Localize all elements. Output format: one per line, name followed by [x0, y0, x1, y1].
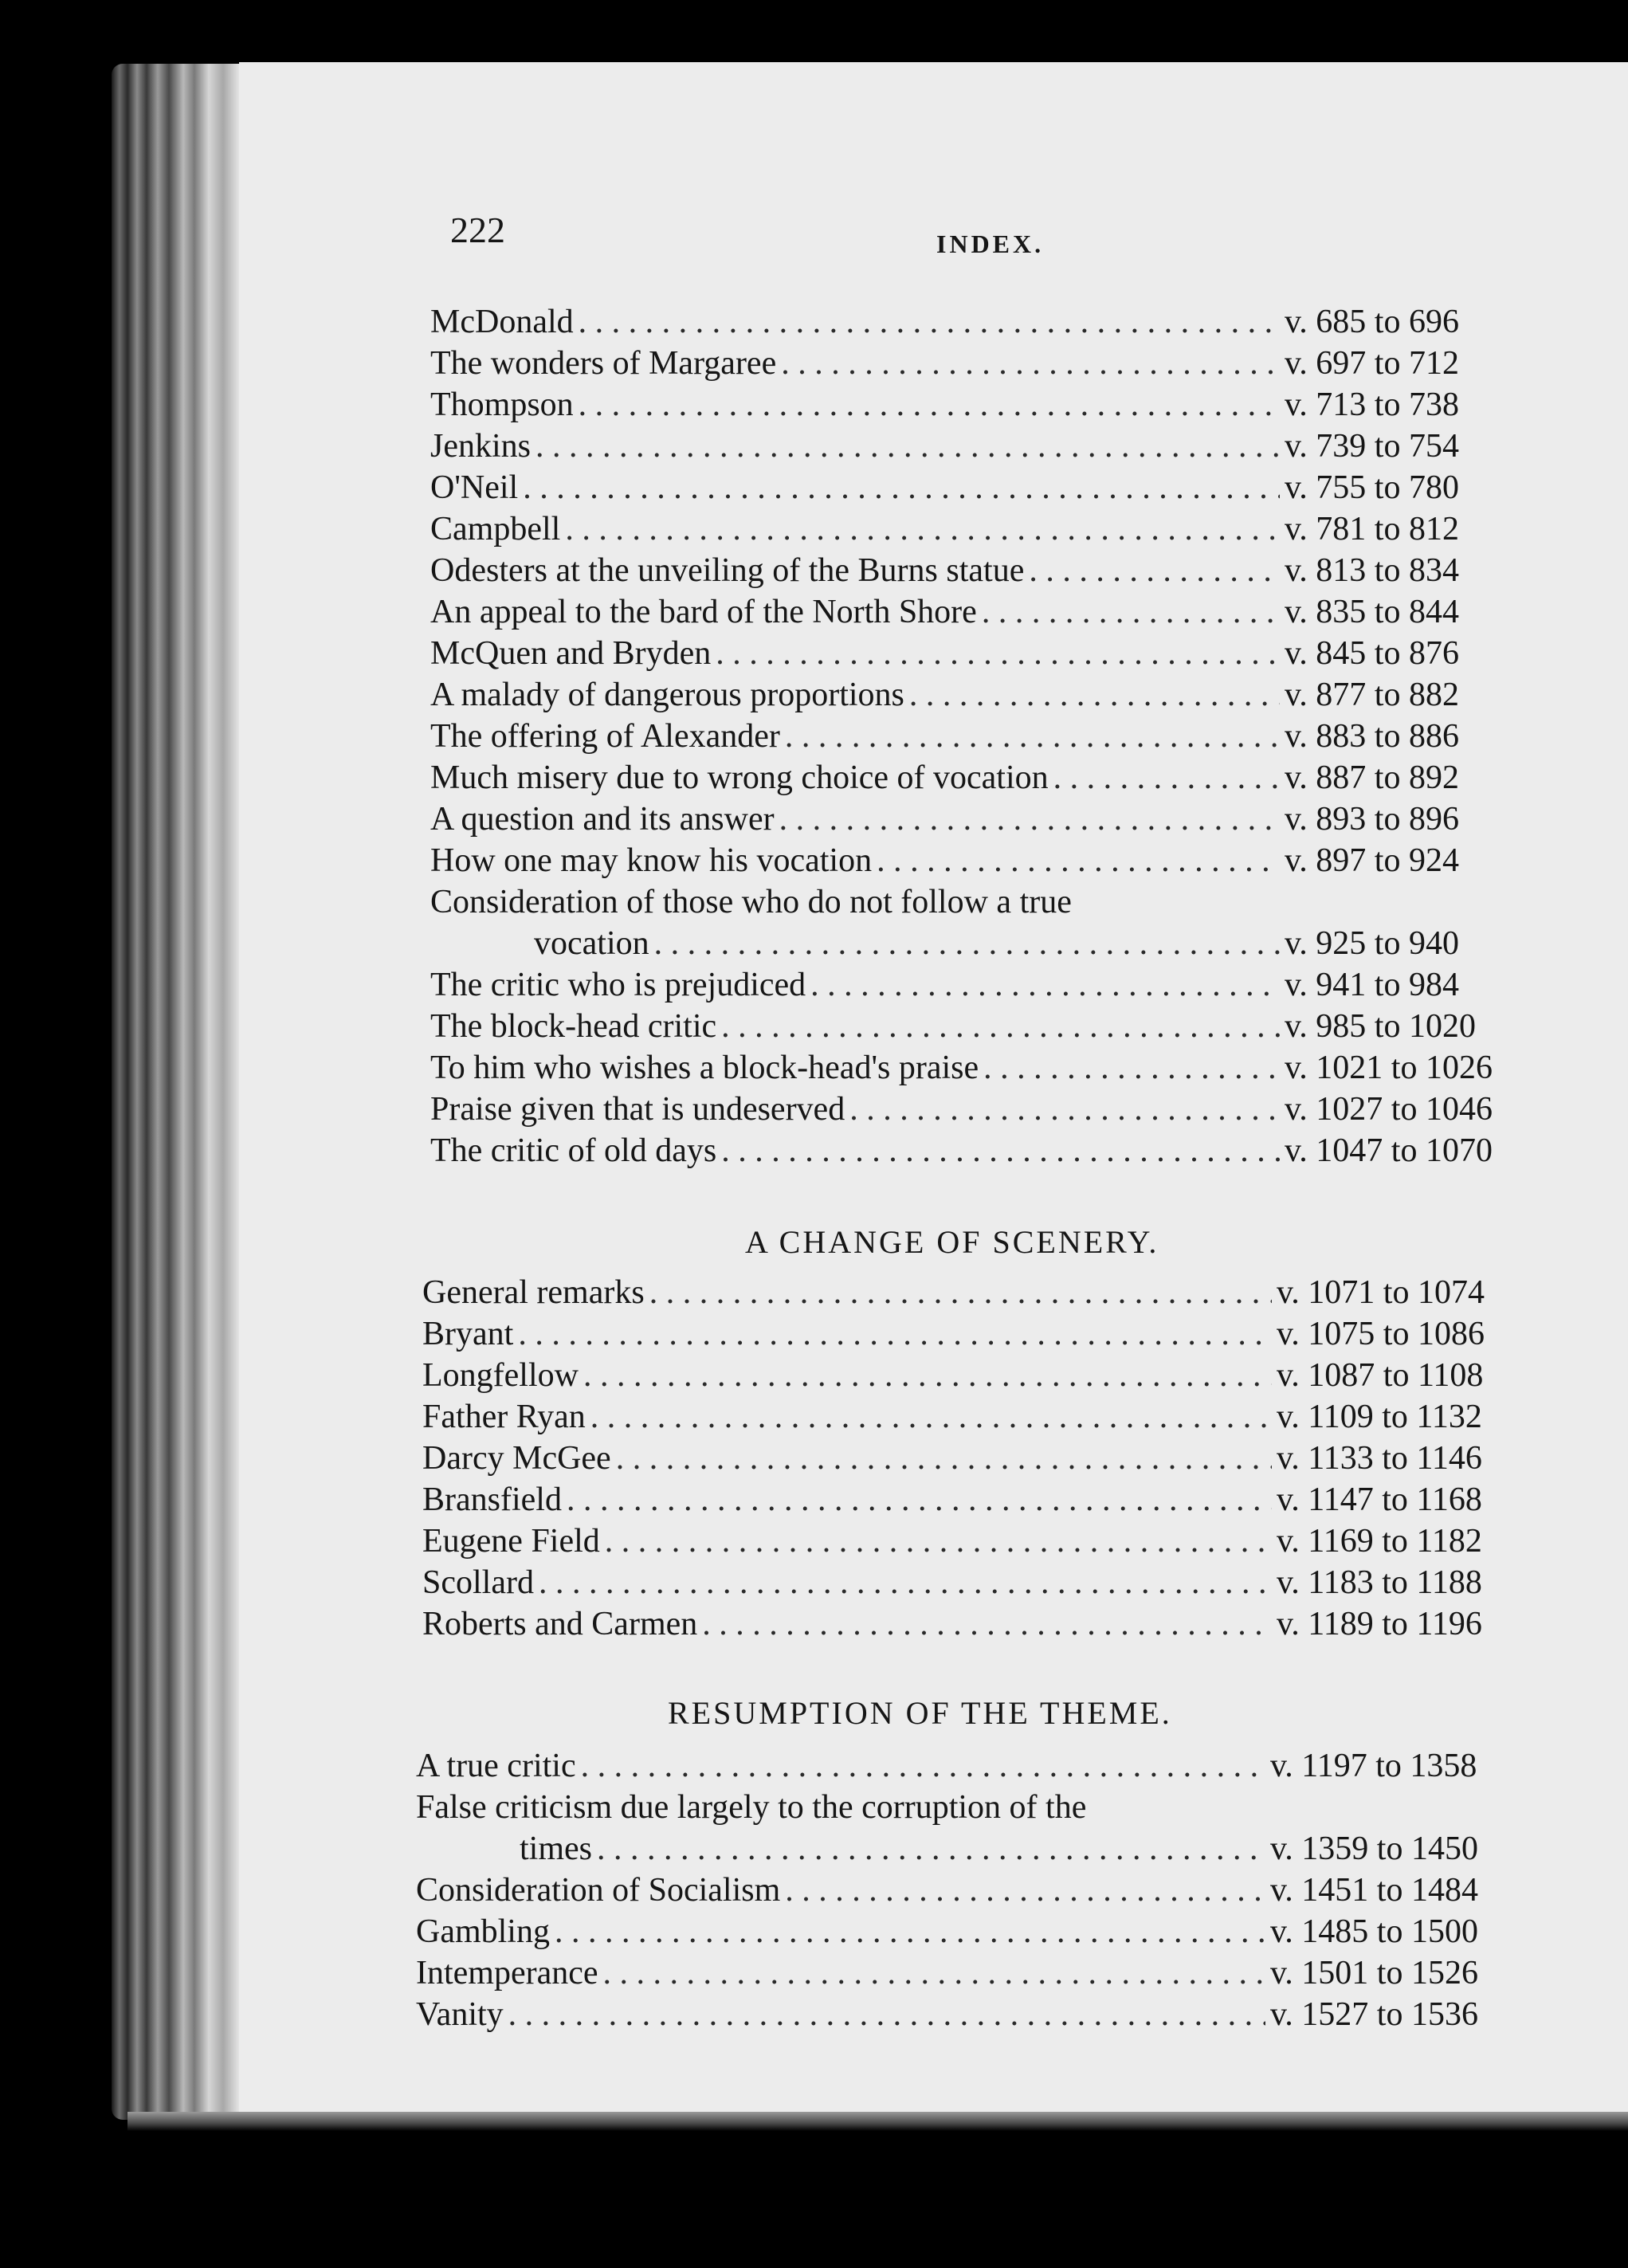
verse-range: v. 985 to 1020: [1285, 1008, 1476, 1045]
entry-title: Intemperance: [416, 1955, 598, 1991]
verse-range: v. 1183 to 1188: [1277, 1564, 1482, 1601]
entry-title: Bransfield: [422, 1481, 562, 1518]
entry-title: O'Neil: [430, 469, 519, 506]
verse-range: v. 739 to 754: [1285, 428, 1459, 465]
entry-title: False criticism due largely to the corruption of the: [416, 1789, 1087, 1826]
index-list-main: [430, 301, 1538, 1171]
index-entry-continuation: [416, 1828, 1524, 1870]
index-entry: [430, 1089, 1538, 1130]
index-entry: [430, 840, 1538, 881]
entry-title: Thompson: [430, 387, 574, 423]
entry-title: The offering of Alexander: [430, 718, 780, 755]
entry-title: The wonders of Margaree: [430, 345, 777, 382]
page-bottom-edge: [127, 2112, 1628, 2131]
entry-title: Consideration of Socialism: [416, 1872, 781, 1909]
index-entry: [422, 1272, 1530, 1313]
entry-title: Odesters at the unveiling of the Burns statue: [430, 552, 1025, 589]
index-entry: [422, 1479, 1530, 1521]
index-entry: [430, 799, 1538, 840]
dot-leader: [810, 964, 1280, 1006]
dot-leader: [779, 799, 1280, 840]
index-entry: [422, 1562, 1530, 1603]
dot-leader: [603, 1952, 1265, 1994]
index-entry: [422, 1438, 1530, 1479]
book-spine-edge: [112, 64, 259, 2120]
index-entry: [430, 550, 1538, 591]
dot-leader: [583, 1355, 1272, 1396]
index-entry: [422, 1603, 1530, 1645]
entry-title: Consideration of those who do not follow a true: [430, 884, 1072, 920]
dot-leader: [518, 1313, 1272, 1355]
index-entry: [430, 964, 1538, 1006]
entry-title: An appeal to the bard of the North Shore: [430, 594, 977, 630]
index-entry: [430, 674, 1538, 716]
index-entry: [430, 467, 1538, 508]
dot-leader: [702, 1603, 1272, 1645]
verse-range: v. 1087 to 1108: [1277, 1357, 1484, 1394]
entry-title: McQuen and Bryden: [430, 635, 712, 672]
entry-title: A true critic: [416, 1748, 576, 1784]
dot-leader: [535, 426, 1280, 467]
index-entry: [430, 1047, 1538, 1089]
index-entry-first-line: [430, 881, 1538, 923]
verse-range: v. 1527 to 1536: [1270, 1996, 1478, 2033]
entry-title: Vanity: [416, 1996, 504, 2033]
verse-range: v. 893 to 896: [1285, 801, 1459, 838]
entry-title: Gambling: [416, 1913, 550, 1950]
verse-range: v. 1021 to 1026: [1285, 1050, 1493, 1086]
verse-range: v. 1109 to 1132: [1277, 1399, 1482, 1435]
verse-range: v. 1485 to 1500: [1270, 1913, 1478, 1950]
page-number: 222: [450, 210, 505, 250]
dot-leader: [581, 1745, 1265, 1787]
index-entry-continuation: [430, 923, 1538, 964]
dot-leader: [909, 674, 1280, 716]
entry-title-continuation: times: [520, 1830, 592, 1867]
verse-range: v. 897 to 924: [1285, 842, 1459, 879]
dot-leader: [781, 343, 1280, 384]
index-entry: [416, 1994, 1524, 2035]
entry-title: Eugene Field: [422, 1523, 600, 1560]
verse-range: v. 877 to 882: [1285, 677, 1459, 713]
running-title: INDEX.: [936, 230, 1045, 258]
verse-range: v. 1169 to 1182: [1277, 1523, 1482, 1560]
dot-leader: [721, 1130, 1280, 1171]
dot-leader: [649, 1272, 1272, 1313]
dot-leader: [716, 633, 1280, 674]
dot-leader: [983, 1047, 1280, 1089]
index-entry: [416, 1870, 1524, 1911]
verse-range: v. 781 to 812: [1285, 511, 1459, 547]
entry-title-continuation: vocation: [534, 925, 649, 962]
verse-range: v. 1047 to 1070: [1285, 1132, 1493, 1169]
verse-range: v. 883 to 886: [1285, 718, 1459, 755]
dot-leader: [605, 1521, 1272, 1562]
dot-leader: [579, 384, 1280, 426]
index-entry: [422, 1396, 1530, 1438]
verse-range: v. 1071 to 1074: [1277, 1274, 1485, 1311]
verse-range: v. 1189 to 1196: [1277, 1606, 1482, 1642]
index-entry: [430, 1006, 1538, 1047]
index-entry: [430, 633, 1538, 674]
index-entry: [422, 1521, 1530, 1562]
entry-title: Darcy McGee: [422, 1440, 611, 1477]
index-list-change-of-scenery: [422, 1272, 1530, 1645]
verse-range: v. 1075 to 1086: [1277, 1316, 1485, 1352]
verse-range: v. 685 to 696: [1285, 304, 1459, 340]
entry-title: The critic who is prejudiced: [430, 967, 806, 1003]
verse-range: v. 1027 to 1046: [1285, 1091, 1493, 1128]
verse-range: v. 813 to 834: [1285, 552, 1459, 589]
entry-title: Much misery due to wrong choice of vocation: [430, 759, 1049, 796]
verse-range: v. 1359 to 1450: [1270, 1830, 1478, 1867]
dot-leader: [523, 467, 1280, 508]
section-heading-change-of-scenery: A CHANGE OF SCENERY.: [745, 1224, 1159, 1260]
dot-leader: [590, 1396, 1272, 1438]
entry-title: The critic of old days: [430, 1132, 717, 1169]
index-entry: [416, 1911, 1524, 1952]
dot-leader: [982, 591, 1280, 633]
entry-title: The block-head critic: [430, 1008, 717, 1045]
index-entry: [422, 1313, 1530, 1355]
index-entry: [416, 1952, 1524, 1994]
entry-title: Jenkins: [430, 428, 531, 465]
entry-title: Longfellow: [422, 1357, 579, 1394]
verse-range: v. 1133 to 1146: [1277, 1440, 1482, 1477]
verse-range: v. 1197 to 1358: [1270, 1748, 1477, 1784]
entry-title: General remarks: [422, 1274, 645, 1311]
entry-title: How one may know his vocation: [430, 842, 873, 879]
index-entry: [416, 1745, 1524, 1787]
index-entry: [430, 508, 1538, 550]
index-list-resumption-of-theme: [416, 1745, 1524, 2035]
dot-leader: [579, 301, 1280, 343]
verse-range: v. 755 to 780: [1285, 469, 1459, 506]
entry-title: A malady of dangerous proportions: [430, 677, 904, 713]
dot-leader: [849, 1089, 1280, 1130]
dot-leader: [785, 716, 1280, 757]
dot-leader: [1053, 757, 1280, 799]
index-entry: [430, 343, 1538, 384]
entry-title: To him who wishes a block-head's praise: [430, 1050, 979, 1086]
index-entry: [430, 301, 1538, 343]
index-entry: [422, 1355, 1530, 1396]
dot-leader: [539, 1562, 1272, 1603]
verse-range: v. 925 to 940: [1285, 925, 1459, 962]
dot-leader: [567, 1479, 1272, 1521]
dot-leader: [877, 840, 1280, 881]
dot-leader: [785, 1870, 1265, 1911]
entry-title: McDonald: [430, 304, 574, 340]
index-entry: [430, 1130, 1538, 1171]
section-heading-resumption-of-theme: RESUMPTION OF THE THEME.: [668, 1695, 1172, 1731]
dot-leader: [721, 1006, 1280, 1047]
dot-leader: [555, 1911, 1265, 1952]
verse-range: v. 713 to 738: [1285, 387, 1459, 423]
verse-range: v. 887 to 892: [1285, 759, 1459, 796]
verse-range: v. 1147 to 1168: [1277, 1481, 1482, 1518]
dot-leader: [508, 1994, 1265, 2035]
index-entry: [430, 426, 1538, 467]
dot-leader: [654, 923, 1280, 964]
dot-leader: [616, 1438, 1272, 1479]
verse-range: v. 1501 to 1526: [1270, 1955, 1478, 1991]
index-entry: [430, 716, 1538, 757]
dot-leader: [597, 1828, 1265, 1870]
entry-title: Roberts and Carmen: [422, 1606, 698, 1642]
index-entry-first-line: [416, 1787, 1524, 1828]
entry-title: Campbell: [430, 511, 561, 547]
dot-leader: [565, 508, 1280, 550]
entry-title: Father Ryan: [422, 1399, 586, 1435]
verse-range: v. 941 to 984: [1285, 967, 1459, 1003]
entry-title: Scollard: [422, 1564, 534, 1601]
verse-range: v. 1451 to 1484: [1270, 1872, 1478, 1909]
verse-range: v. 697 to 712: [1285, 345, 1459, 382]
index-entry: [430, 757, 1538, 799]
verse-range: v. 845 to 876: [1285, 635, 1459, 672]
index-entry: [430, 384, 1538, 426]
entry-title: Bryant: [422, 1316, 514, 1352]
verse-range: v. 835 to 844: [1285, 594, 1459, 630]
dot-leader: [1029, 550, 1280, 591]
index-entry: [430, 591, 1538, 633]
entry-title: A question and its answer: [430, 801, 775, 838]
entry-title: Praise given that is undeserved: [430, 1091, 845, 1128]
